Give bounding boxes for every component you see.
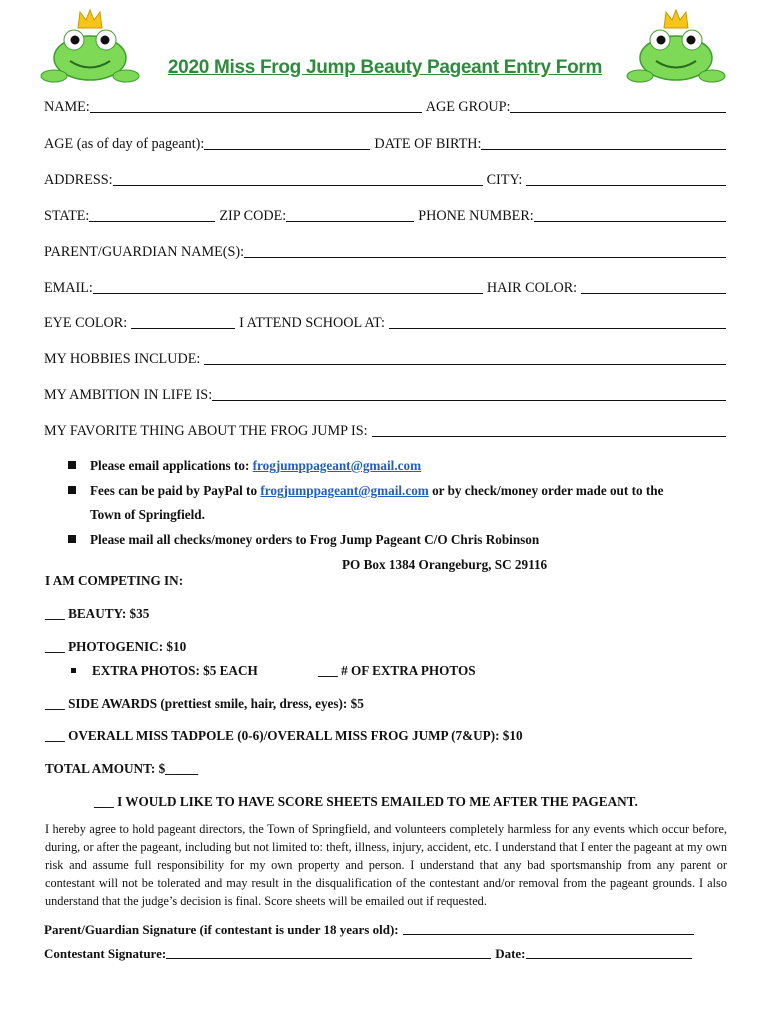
school-field[interactable] bbox=[389, 327, 726, 329]
overall-option[interactable]: ___ OVERALL MISS TADPOLE (0-6)/OVERALL MISS FROG JUMP (7&UP): $10 bbox=[45, 728, 523, 743]
hair-field[interactable] bbox=[581, 292, 726, 294]
bullet-fees-cont: Town of Springfield. bbox=[90, 507, 205, 522]
paypal-email-link[interactable]: frogjumppageant@gmail.com bbox=[260, 483, 429, 498]
bullet-fees: Fees can be paid by PayPal to frogjumppageant@gmail.com or by check/money order made out to the bbox=[68, 483, 663, 499]
total-amount[interactable]: TOTAL AMOUNT: $_____ bbox=[45, 761, 199, 776]
state-label: STATE: bbox=[44, 208, 90, 224]
phone-label: PHONE NUMBER: bbox=[418, 208, 534, 224]
parent-label: PARENT/GUARDIAN NAME(S): bbox=[44, 244, 245, 260]
age-group-label: AGE GROUP: bbox=[425, 99, 511, 115]
parent-signature-label: Parent/Guardian Signature (if contestant is under 18 years old): bbox=[44, 922, 399, 937]
row-parent bbox=[44, 244, 726, 261]
email-link[interactable]: frogjumppageant@gmail.com bbox=[252, 458, 422, 473]
photogenic-option[interactable]: ___ PHOTOGENIC: $10 bbox=[45, 639, 187, 654]
hobbies-label: MY HOBBIES INCLUDE: bbox=[44, 351, 201, 367]
waiver-paragraph: I hereby agree to hold pageant directors, the Town of Springfield, and volunteers completely harmless for any events which occur before, during, or after the pageant, including but not limited to: theft, illness, injury, accident, etc. I understand that I enter the pageant at my own risk and assume full responsibility for my own property and person. I understand that any bad sportsmanship from any parent or contestant will not be tolerated and may result in the disqualification of the contestant and/or removal from the pageant grounds. I also understand that the judge’s decision is final. Score sheets will be emailed out if requested. bbox=[45, 822, 727, 908]
crown-icon bbox=[664, 10, 688, 28]
school-label: I ATTEND SCHOOL AT: bbox=[239, 315, 385, 331]
dob-field[interactable] bbox=[481, 148, 726, 150]
zip-field[interactable] bbox=[286, 220, 414, 222]
square-bullet-icon bbox=[68, 535, 76, 543]
name-field[interactable] bbox=[90, 111, 422, 113]
side-awards-option[interactable]: ___ SIDE AWARDS (prettiest smile, hair, dress, eyes): $5 bbox=[45, 696, 364, 711]
contestant-signature-field[interactable] bbox=[166, 957, 491, 959]
row-name bbox=[44, 99, 726, 116]
eye-field[interactable] bbox=[131, 327, 235, 329]
hobbies-field[interactable] bbox=[204, 363, 726, 365]
square-bullet-icon bbox=[68, 461, 76, 469]
row-age bbox=[44, 136, 726, 153]
extra-photos-item: EXTRA PHOTOS: $5 EACH bbox=[71, 663, 258, 679]
row-hobbies bbox=[44, 351, 726, 368]
row-address bbox=[44, 172, 726, 189]
address-field[interactable] bbox=[113, 184, 483, 186]
row-ambition bbox=[44, 387, 726, 404]
name-label: NAME: bbox=[44, 99, 90, 115]
row-parent-signature bbox=[44, 922, 694, 938]
age-group-field[interactable] bbox=[510, 111, 726, 113]
email-label: EMAIL: bbox=[44, 280, 93, 296]
favorite-label: MY FAVORITE THING ABOUT THE FROG JUMP IS: bbox=[44, 423, 368, 439]
beauty-option[interactable]: ___ BEAUTY: $35 bbox=[45, 606, 150, 621]
row-contestant-signature bbox=[44, 946, 692, 962]
dob-label: DATE OF BIRTH: bbox=[374, 136, 482, 152]
email-field[interactable] bbox=[93, 292, 483, 294]
form-title: 2020 Miss Frog Jump Beauty Pageant Entry Form bbox=[167, 57, 603, 78]
extra-photos-count[interactable]: ___ # OF EXTRA PHOTOS bbox=[318, 663, 476, 678]
contestant-signature-label: Contestant Signature: bbox=[44, 946, 167, 961]
city-label: CITY: bbox=[486, 172, 523, 188]
bullet-email-info: Please email applications to: frogjumppageant@gmail.com bbox=[68, 458, 421, 474]
row-favorite bbox=[44, 423, 726, 440]
favorite-field[interactable] bbox=[372, 435, 726, 437]
row-email bbox=[44, 280, 726, 297]
parent-field[interactable] bbox=[244, 256, 726, 258]
date-field[interactable] bbox=[526, 957, 692, 959]
square-bullet-icon bbox=[68, 486, 76, 494]
row-state bbox=[44, 208, 726, 225]
crown-icon bbox=[78, 10, 102, 28]
po-box: PO Box 1384 Orangeburg, SC 29116 bbox=[342, 557, 548, 572]
state-field[interactable] bbox=[89, 220, 215, 222]
zip-label: ZIP CODE: bbox=[219, 208, 287, 224]
date-label: Date: bbox=[495, 946, 526, 961]
competing-heading: I AM COMPETING IN: bbox=[45, 573, 184, 588]
ambition-label: MY AMBITION IN LIFE IS: bbox=[44, 387, 213, 403]
phone-field[interactable] bbox=[534, 220, 726, 222]
city-field[interactable] bbox=[526, 184, 726, 186]
score-sheets-option[interactable]: ___ I WOULD LIKE TO HAVE SCORE SHEETS EMAILED TO ME AFTER THE PAGEANT. bbox=[94, 794, 638, 809]
ambition-field[interactable] bbox=[212, 399, 726, 401]
age-field[interactable] bbox=[204, 148, 370, 150]
address-label: ADDRESS: bbox=[44, 172, 113, 188]
parent-signature-field[interactable] bbox=[403, 933, 694, 935]
bullet-mail: Please mail all checks/money orders to Frog Jump Pageant C/O Chris Robinson bbox=[68, 532, 539, 548]
row-eye bbox=[44, 315, 726, 332]
eye-label: EYE COLOR: bbox=[44, 315, 128, 331]
hair-label: HAIR COLOR: bbox=[486, 280, 578, 296]
age-label: AGE (as of day of pageant): bbox=[44, 136, 205, 152]
small-square-bullet-icon bbox=[71, 668, 76, 673]
